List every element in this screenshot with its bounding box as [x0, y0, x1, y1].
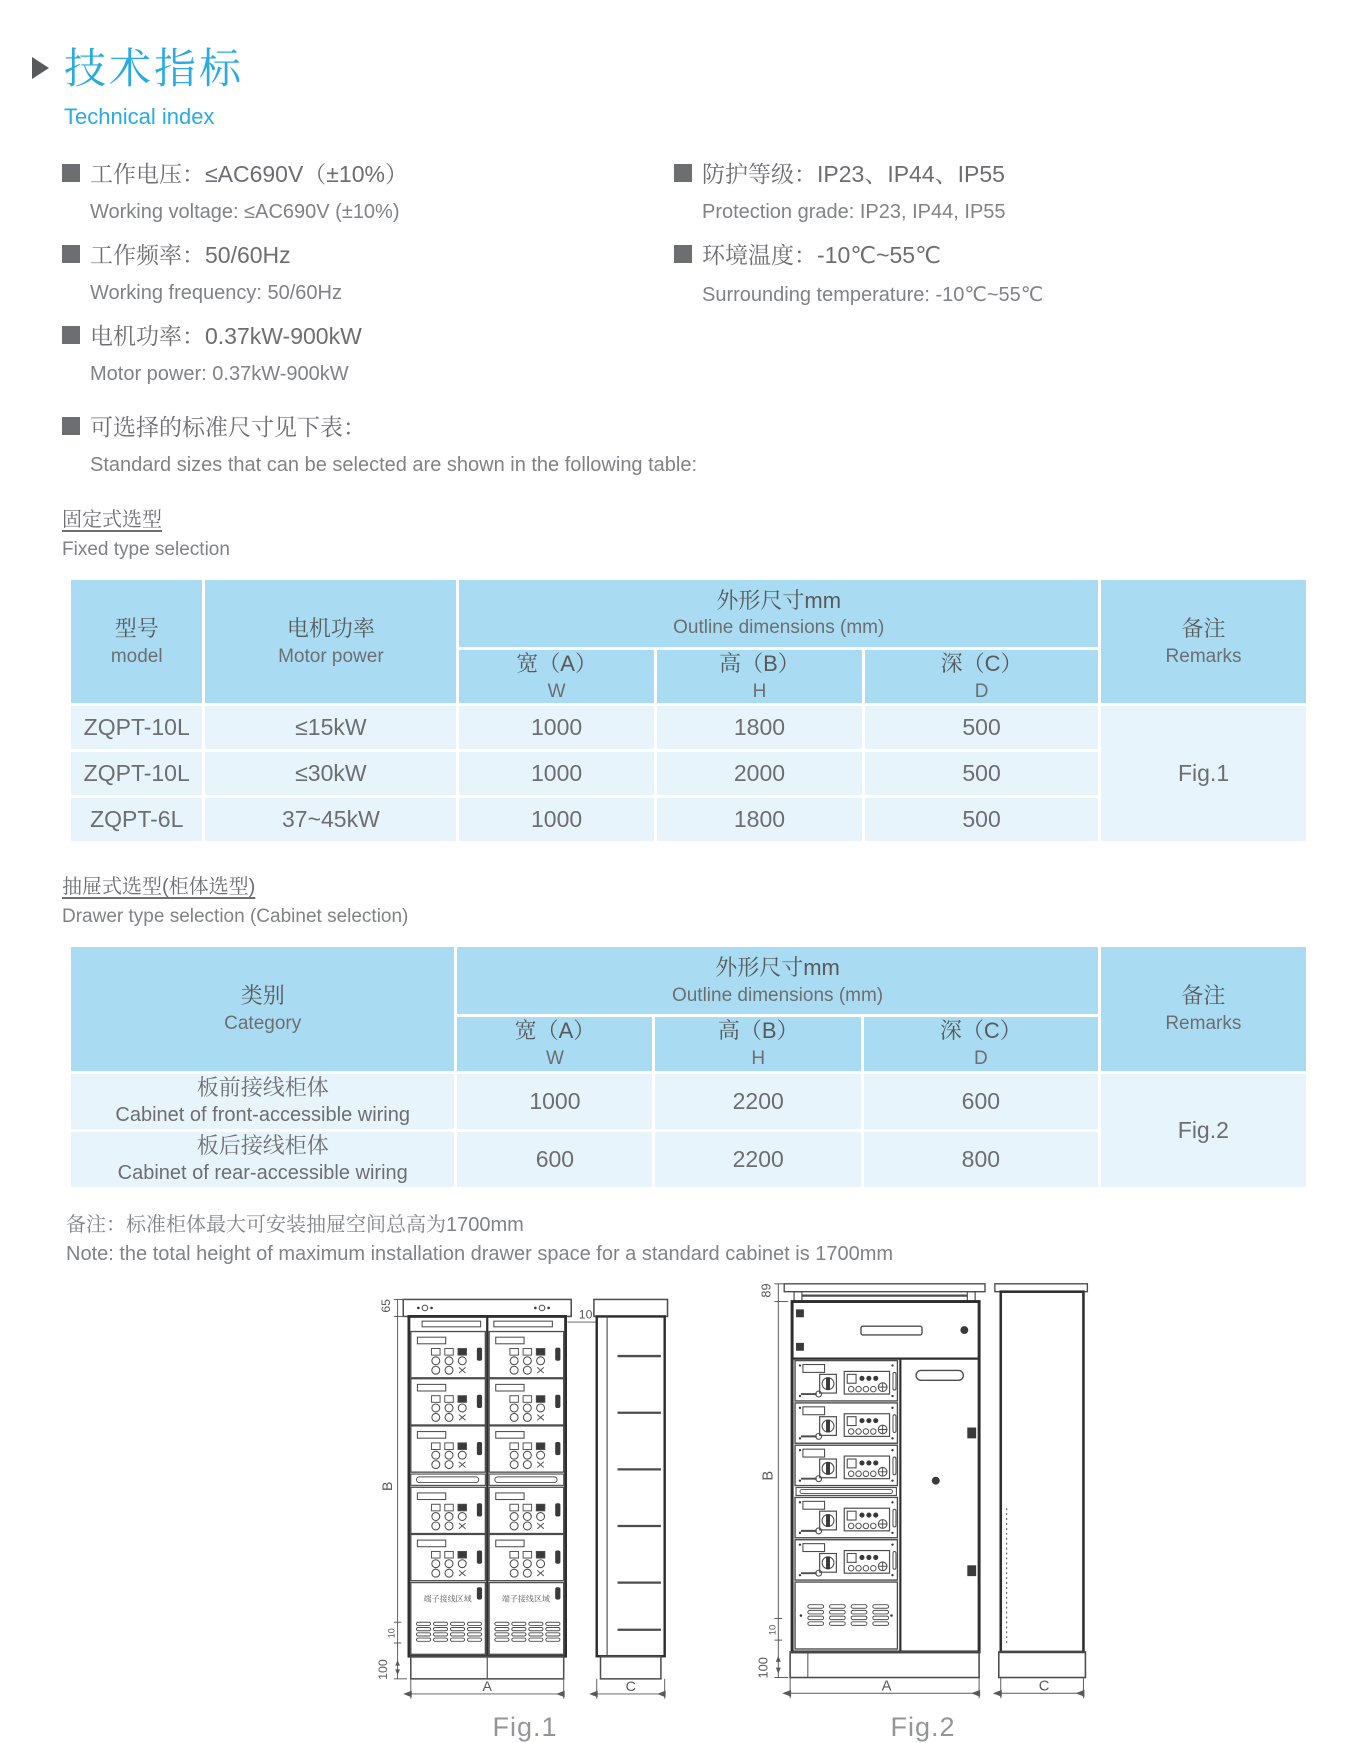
- drawer-type-table: [68, 944, 1309, 1189]
- spec-working-frequency: [62, 237, 674, 305]
- fig2-dim-B: B: [760, 1470, 777, 1481]
- fig2-front-view: [784, 1283, 985, 1677]
- cell-remark: Fig.2: [1099, 1072, 1307, 1188]
- figures-row: [360, 1282, 1309, 1743]
- spec-cn-text: 防护等级：IP23、IP44、IP55: [702, 161, 1005, 187]
- cell-model: ZQPT-10L: [70, 751, 204, 797]
- fig2-dim-A: A: [881, 1677, 892, 1694]
- spec-en-text: Working voltage: ≤AC690V (±10%): [90, 201, 400, 223]
- table-row: [70, 1072, 1308, 1130]
- col-header-width: 宽（A） W: [456, 1016, 654, 1072]
- cell-height: 2000: [655, 751, 863, 797]
- spec-cn-text: 工作电压：≤AC690V（±10%）: [90, 161, 408, 187]
- section-label-cn: 固定式选型: [62, 509, 162, 531]
- cell-height: 2200: [654, 1072, 863, 1130]
- fig1-caption: Fig.1: [492, 1711, 558, 1742]
- bullet-square-icon: [674, 245, 692, 263]
- page-title-en: Technical index: [64, 104, 215, 129]
- fig2-dim-C: C: [1038, 1677, 1050, 1694]
- section-label-cn: 抽屉式选型(柜体选型): [62, 876, 256, 899]
- col-header-width: 宽（A） W: [458, 649, 656, 705]
- col-header-height: 高（B） H: [655, 649, 863, 705]
- col-header-outline-dimensions: 外形尺寸mm Outline dimensions (mm): [456, 946, 1099, 1016]
- spec-cn-text: 环境温度：-10℃~55℃: [702, 242, 941, 268]
- spec-working-voltage: [62, 156, 674, 224]
- col-header-remarks: 备注 Remarks: [1100, 579, 1308, 705]
- bullet-square-icon: [62, 164, 80, 182]
- spec-en-text: Surrounding temperature: -10℃~55℃: [702, 284, 1044, 306]
- spec-en-text: Standard sizes that can be selected are shown in the following table:: [90, 454, 698, 476]
- spec-motor-power: [62, 318, 674, 386]
- cell-depth: 600: [863, 1072, 1100, 1130]
- bullet-square-icon: [674, 164, 692, 182]
- section-fixed-type: [62, 503, 1309, 561]
- spec-surrounding-temperature: [674, 237, 1309, 307]
- cell-height: 1800: [655, 705, 863, 751]
- fig1-dim-A: A: [482, 1677, 492, 1694]
- figure-2: [748, 1282, 1098, 1743]
- spec-table-intro: [62, 409, 1309, 477]
- cell-depth: 500: [864, 797, 1100, 843]
- cell-width: 1000: [456, 1072, 654, 1130]
- fixed-type-table: [68, 577, 1309, 844]
- fig1-side-view: [594, 1299, 668, 1698]
- cell-width: 1000: [458, 751, 656, 797]
- bullet-square-icon: [62, 326, 80, 344]
- col-header-depth: 深（C） D: [864, 649, 1100, 705]
- section-arrow-icon: [32, 57, 49, 79]
- spec-cn-text: 可选择的标准尺寸见下表：: [90, 414, 366, 440]
- col-header-remarks: 备注 Remarks: [1099, 946, 1307, 1072]
- cell-depth: 800: [863, 1130, 1100, 1188]
- spec-cn-text: 工作频率：50/60Hz: [90, 242, 291, 268]
- cell-category: 板前接线柜体 Cabinet of front-accessible wiring: [70, 1072, 456, 1130]
- cell-power: ≤15kW: [204, 705, 458, 751]
- fig1-drawing: [360, 1290, 690, 1710]
- table-row: [70, 705, 1308, 751]
- fig1-dim-10-top: 10: [578, 1306, 593, 1321]
- fig1-dim-65: 65: [379, 1298, 394, 1313]
- fig2-dim-10-vent: 10: [767, 1624, 778, 1635]
- bullet-square-icon: [62, 245, 80, 263]
- cell-power: 37~45kW: [204, 797, 458, 843]
- fig1-terminal-label: 端子接线区域: [423, 1593, 472, 1603]
- cell-width: 600: [456, 1130, 654, 1188]
- cell-width: 1000: [458, 705, 656, 751]
- spec-en-text: Protection grade: IP23, IP44, IP55: [702, 201, 1006, 223]
- note-cn: 备注：标准柜体最大可安装抽屉空间总高为1700mm: [66, 1213, 524, 1236]
- fig2-dim-89: 89: [758, 1282, 774, 1298]
- col-header-depth: 深（C） D: [863, 1016, 1100, 1072]
- section-label-en: Fixed type selection: [62, 539, 230, 560]
- cell-model: ZQPT-6L: [70, 797, 204, 843]
- spec-column-right: [674, 156, 1309, 399]
- fig1-terminal-label: 端子接线区域: [501, 1593, 550, 1603]
- spec-en-text: Working frequency: 50/60Hz: [90, 282, 342, 304]
- cell-remark: Fig.1: [1100, 705, 1308, 843]
- section-label-en: Drawer type selection (Cabinet selection): [62, 906, 409, 928]
- note-en: Note: the total height of maximum installation drawer space for a standard cabinet is 1700mm: [66, 1242, 894, 1265]
- cell-depth: 500: [864, 751, 1100, 797]
- cell-height: 1800: [655, 797, 863, 843]
- spec-list: [62, 156, 1309, 399]
- col-header-motor-power: 电机功率 Motor power: [204, 579, 458, 705]
- spec-protection-grade: [674, 156, 1309, 224]
- page-title: 技术指标: [64, 45, 245, 92]
- cell-model: ZQPT-10L: [70, 705, 204, 751]
- spec-cn-text: 电机功率：0.37kW-900kW: [90, 323, 362, 349]
- fig2-dimensions: [755, 1283, 979, 1698]
- fig2-side-view: [995, 1283, 1088, 1697]
- col-header-height: 高（B） H: [654, 1016, 863, 1072]
- fig1-dim-10-vent: 10: [386, 1627, 397, 1638]
- fig1-dim-100: 100: [376, 1658, 391, 1680]
- col-header-category: 类别 Category: [70, 946, 456, 1072]
- cell-depth: 500: [864, 705, 1100, 751]
- cell-power: ≤30kW: [204, 751, 458, 797]
- section-drawer-type: [62, 870, 1309, 928]
- cell-category: 板后接线柜体 Cabinet of rear-accessible wiring: [70, 1130, 456, 1188]
- fig1-front-view: [403, 1299, 571, 1678]
- spec-column-left: [62, 156, 674, 399]
- figure-1: [360, 1290, 690, 1743]
- cell-width: 1000: [458, 797, 656, 843]
- cell-height: 2200: [654, 1130, 863, 1188]
- fig1-dim-B: B: [378, 1481, 395, 1491]
- fig2-drawing: [748, 1272, 1098, 1710]
- fig2-dim-100: 100: [755, 1656, 771, 1679]
- bullet-square-icon: [62, 417, 80, 435]
- spec-en-text: Motor power: 0.37kW-900kW: [90, 363, 349, 385]
- page-header: [30, 36, 1309, 96]
- cabinet-note: [66, 1208, 1309, 1266]
- fig2-caption: Fig.2: [890, 1711, 956, 1742]
- fig1-dim-C: C: [625, 1677, 636, 1694]
- col-header-outline-dimensions: 外形尺寸mm Outline dimensions (mm): [458, 579, 1100, 649]
- col-header-model: 型号 model: [70, 579, 204, 705]
